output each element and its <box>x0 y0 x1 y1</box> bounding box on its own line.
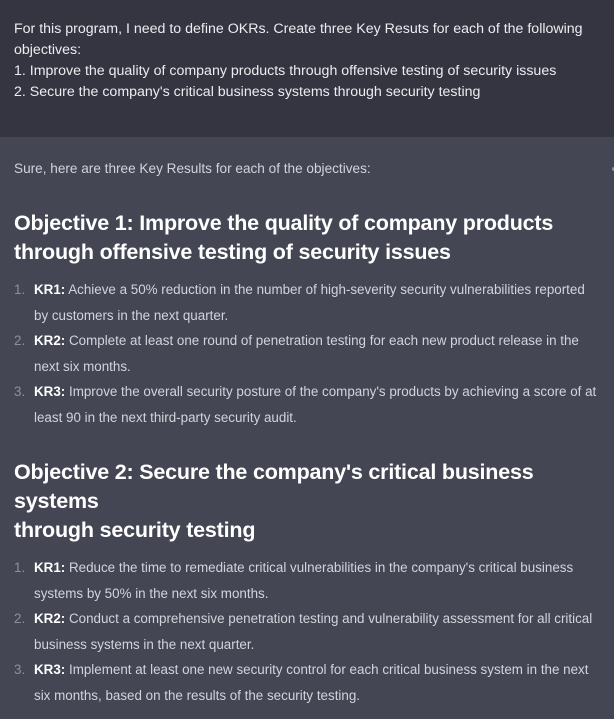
user-message-line: For this program, I need to define OKRs. Create three Key Resuts for each of the following <box>14 21 583 37</box>
assistant-intro: Sure, here are three Key Results for each of the objectives: <box>14 161 371 176</box>
user-message-line: 1. Improve the quality of company products through offensive testing of security issues <box>14 63 557 79</box>
key-result-item <box>14 555 600 606</box>
objective-1-key-results <box>14 277 600 430</box>
kr-text: Complete at least one round of penetration testing for each new product release in the next six months. <box>34 333 579 374</box>
kr-label: KR2: <box>34 611 66 626</box>
assistant-message <box>0 137 614 708</box>
list-number: 1. <box>14 560 26 575</box>
objective-heading-line: through security testing <box>14 518 256 542</box>
list-number: 2. <box>14 611 26 626</box>
key-result-item <box>14 657 600 708</box>
kr-label: KR1: <box>34 560 66 575</box>
list-number: 2. <box>14 333 26 348</box>
list-number: 1. <box>14 282 26 297</box>
kr-label: KR3: <box>34 662 66 677</box>
key-result-item <box>14 277 600 328</box>
kr-label: KR1: <box>34 282 66 297</box>
kr-text: Achieve a 50% reduction in the number of high-severity security vulnerabilities reported by customers in the next quarter. <box>34 282 585 323</box>
objective-heading-line: through offensive testing of security issues <box>14 240 451 264</box>
objective-1-heading <box>14 209 600 267</box>
kr-label: KR3: <box>34 384 66 399</box>
user-message <box>0 0 614 137</box>
list-number: 3. <box>14 384 26 399</box>
key-result-item <box>14 606 600 657</box>
objective-2-key-results <box>14 555 600 708</box>
kr-label: KR2: <box>34 333 66 348</box>
user-message-line: 2. Secure the company's critical business systems through security testing <box>14 84 481 100</box>
key-result-item <box>14 328 600 379</box>
objective-2-section <box>14 458 600 708</box>
objective-heading-line: Objective 2: Secure the company's critical business systems <box>14 460 534 513</box>
objective-1-section <box>14 209 600 430</box>
kr-text: Reduce the time to remediate critical vulnerabilities in the company's critical business systems by 50% in the next six months. <box>34 560 574 601</box>
user-message-line: objectives: <box>14 42 82 58</box>
objective-heading-line: Objective 1: Improve the quality of company products <box>14 211 554 235</box>
kr-text: Conduct a comprehensive penetration testing and vulnerability assessment for all critical business systems in the next quarter. <box>34 611 593 652</box>
list-number: 3. <box>14 662 26 677</box>
objective-2-heading <box>14 458 600 545</box>
key-result-item <box>14 379 600 430</box>
kr-text: Improve the overall security posture of the company's products by achieving a score of at least 90 in the next third-party security audit. <box>34 384 597 425</box>
kr-text: Implement at least one new security control for each critical business system in the next six months, based on the results of the security testing. <box>34 662 589 703</box>
